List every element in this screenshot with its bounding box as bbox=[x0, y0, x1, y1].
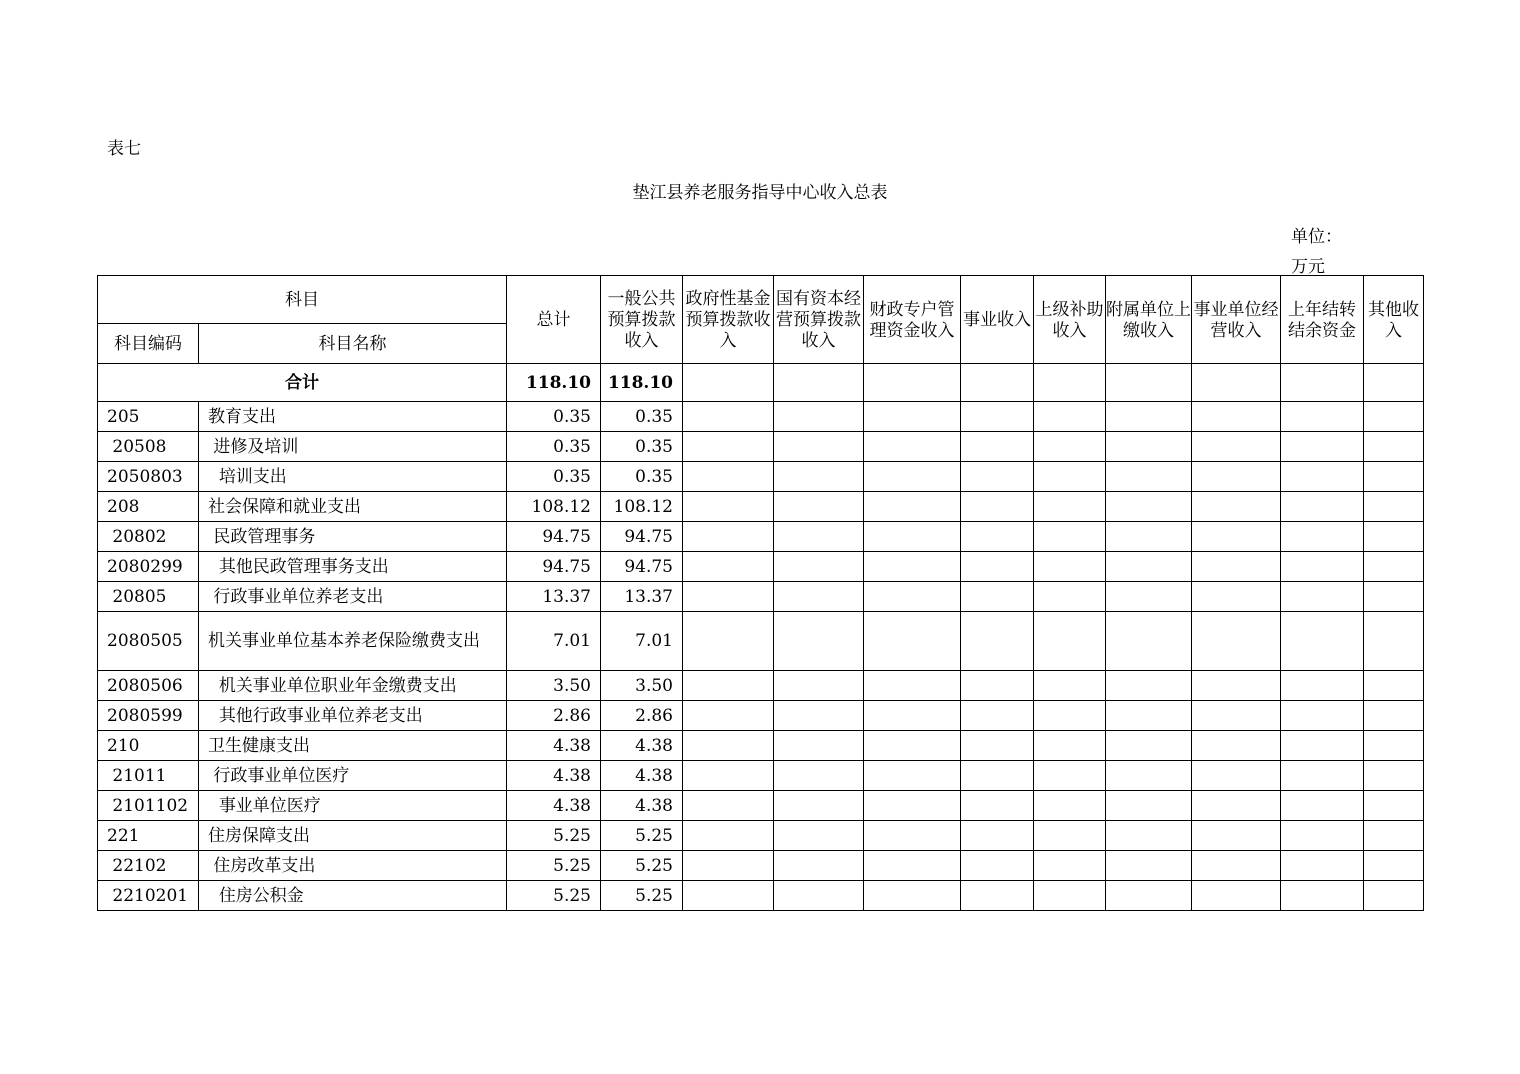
empty-cell bbox=[864, 492, 961, 522]
empty-cell bbox=[1106, 612, 1192, 671]
empty-cell bbox=[774, 402, 864, 432]
empty-cell bbox=[1281, 552, 1364, 582]
header-fiscal-special: 财政专户管理资金收入 bbox=[864, 276, 961, 364]
empty-cell bbox=[1364, 402, 1424, 432]
row-total: 0.35 bbox=[507, 462, 601, 492]
row-code: 2080599 bbox=[98, 701, 199, 731]
empty-cell bbox=[1034, 821, 1106, 851]
row-general-budget: 5.25 bbox=[601, 821, 683, 851]
row-general-budget: 3.50 bbox=[601, 671, 683, 701]
row-general-budget: 13.37 bbox=[601, 582, 683, 612]
empty-cell bbox=[1106, 761, 1192, 791]
empty-cell bbox=[961, 552, 1034, 582]
row-code: 2080506 bbox=[98, 671, 199, 701]
empty-cell bbox=[1364, 582, 1424, 612]
row-name: 社会保障和就业支出 bbox=[199, 492, 507, 522]
row-name: 机关事业单位基本养老保险缴费支出 bbox=[199, 612, 507, 671]
table-row bbox=[98, 821, 1424, 851]
table-row bbox=[98, 791, 1424, 821]
row-general-budget: 5.25 bbox=[601, 851, 683, 881]
empty-cell bbox=[1281, 612, 1364, 671]
empty-cell bbox=[1192, 522, 1281, 552]
row-code: 2050803 bbox=[98, 462, 199, 492]
empty-cell bbox=[1192, 552, 1281, 582]
row-code: 221 bbox=[98, 821, 199, 851]
empty-cell bbox=[1106, 851, 1192, 881]
empty-cell bbox=[683, 881, 774, 911]
empty-cell bbox=[1364, 492, 1424, 522]
empty-cell bbox=[683, 671, 774, 701]
empty-cell bbox=[1192, 881, 1281, 911]
row-name: 卫生健康支出 bbox=[199, 731, 507, 761]
row-general-budget: 94.75 bbox=[601, 552, 683, 582]
empty-cell bbox=[961, 582, 1034, 612]
empty-cell bbox=[1106, 522, 1192, 552]
empty-cell bbox=[1364, 821, 1424, 851]
empty-cell bbox=[774, 791, 864, 821]
row-total: 4.38 bbox=[507, 761, 601, 791]
empty-cell bbox=[1281, 851, 1364, 881]
empty-cell bbox=[864, 582, 961, 612]
table-row bbox=[98, 761, 1424, 791]
empty-cell bbox=[864, 612, 961, 671]
empty-cell bbox=[864, 821, 961, 851]
empty-cell bbox=[1106, 671, 1192, 701]
empty-cell bbox=[961, 402, 1034, 432]
empty-cell bbox=[961, 492, 1034, 522]
empty-cell bbox=[1106, 402, 1192, 432]
empty-cell bbox=[1106, 582, 1192, 612]
row-name: 其他行政事业单位养老支出 bbox=[199, 701, 507, 731]
table-row bbox=[98, 462, 1424, 492]
row-total: 7.01 bbox=[507, 612, 601, 671]
row-code: 20805 bbox=[98, 582, 199, 612]
empty-cell bbox=[774, 612, 864, 671]
table-row bbox=[98, 492, 1424, 522]
empty-cell bbox=[1364, 432, 1424, 462]
empty-cell bbox=[864, 761, 961, 791]
row-name: 其他民政管理事务支出 bbox=[199, 552, 507, 582]
empty-cell bbox=[864, 462, 961, 492]
empty-cell bbox=[1106, 731, 1192, 761]
empty-cell bbox=[774, 552, 864, 582]
row-total: 13.37 bbox=[507, 582, 601, 612]
table-row bbox=[98, 701, 1424, 731]
empty-cell bbox=[864, 731, 961, 761]
empty-cell bbox=[1192, 701, 1281, 731]
empty-cell bbox=[1106, 821, 1192, 851]
row-code: 22102 bbox=[98, 851, 199, 881]
table-row bbox=[98, 671, 1424, 701]
empty-cell bbox=[1364, 701, 1424, 731]
empty-cell bbox=[864, 701, 961, 731]
header-subject: 科目 bbox=[98, 276, 507, 324]
empty-cell bbox=[774, 881, 864, 911]
empty-cell bbox=[1281, 761, 1364, 791]
empty-cell bbox=[961, 731, 1034, 761]
empty-cell bbox=[1192, 851, 1281, 881]
empty-cell bbox=[774, 582, 864, 612]
empty-cell bbox=[683, 492, 774, 522]
summary-general-budget: 118.10 bbox=[601, 364, 683, 402]
empty-cell bbox=[683, 402, 774, 432]
empty-cell bbox=[961, 791, 1034, 821]
row-total: 2.86 bbox=[507, 701, 601, 731]
row-code: 2101102 bbox=[98, 791, 199, 821]
empty-cell bbox=[1106, 492, 1192, 522]
empty-cell bbox=[1106, 881, 1192, 911]
empty-cell bbox=[1281, 522, 1364, 552]
row-code: 2210201 bbox=[98, 881, 199, 911]
row-total: 0.35 bbox=[507, 432, 601, 462]
empty-cell bbox=[1034, 612, 1106, 671]
empty-cell bbox=[1364, 671, 1424, 701]
empty-cell bbox=[683, 612, 774, 671]
table-row bbox=[98, 851, 1424, 881]
row-total: 5.25 bbox=[507, 881, 601, 911]
row-total: 5.25 bbox=[507, 851, 601, 881]
row-total: 108.12 bbox=[507, 492, 601, 522]
empty-cell bbox=[864, 671, 961, 701]
empty-cell bbox=[774, 731, 864, 761]
row-name: 行政事业单位医疗 bbox=[199, 761, 507, 791]
row-code: 2080505 bbox=[98, 612, 199, 671]
empty-cell bbox=[864, 552, 961, 582]
empty-cell bbox=[961, 462, 1034, 492]
empty-cell bbox=[1034, 402, 1106, 432]
empty-cell bbox=[961, 612, 1034, 671]
row-name: 行政事业单位养老支出 bbox=[199, 582, 507, 612]
empty-cell bbox=[1192, 731, 1281, 761]
header-state-capital: 国有资本经营预算拨款收入 bbox=[774, 276, 864, 364]
empty-cell bbox=[1192, 492, 1281, 522]
empty-cell bbox=[774, 462, 864, 492]
row-name: 进修及培训 bbox=[199, 432, 507, 462]
row-name: 住房公积金 bbox=[199, 881, 507, 911]
header-business-operation: 事业单位经营收入 bbox=[1192, 276, 1281, 364]
empty-cell bbox=[1281, 462, 1364, 492]
row-general-budget: 4.38 bbox=[601, 761, 683, 791]
row-code: 2080299 bbox=[98, 552, 199, 582]
row-code: 210 bbox=[98, 731, 199, 761]
row-name: 住房保障支出 bbox=[199, 821, 507, 851]
empty-cell bbox=[774, 701, 864, 731]
empty-cell bbox=[1192, 821, 1281, 851]
empty-cell bbox=[864, 432, 961, 462]
empty-cell bbox=[1192, 402, 1281, 432]
empty-cell bbox=[1364, 612, 1424, 671]
empty-cell bbox=[1364, 791, 1424, 821]
row-general-budget: 4.38 bbox=[601, 791, 683, 821]
empty-cell bbox=[961, 821, 1034, 851]
row-name: 教育支出 bbox=[199, 402, 507, 432]
row-general-budget: 0.35 bbox=[601, 432, 683, 462]
empty-cell bbox=[1281, 731, 1364, 761]
empty-cell bbox=[1364, 522, 1424, 552]
empty-cell bbox=[1034, 462, 1106, 492]
row-total: 3.50 bbox=[507, 671, 601, 701]
empty-cell bbox=[1106, 552, 1192, 582]
row-total: 4.38 bbox=[507, 731, 601, 761]
empty-cell bbox=[1364, 761, 1424, 791]
empty-cell bbox=[1034, 731, 1106, 761]
empty-cell bbox=[683, 851, 774, 881]
empty-cell bbox=[1034, 582, 1106, 612]
empty-cell bbox=[961, 522, 1034, 552]
income-summary-table bbox=[97, 275, 1424, 911]
empty-cell bbox=[774, 851, 864, 881]
empty-cell bbox=[1281, 402, 1364, 432]
table-row bbox=[98, 552, 1424, 582]
row-code: 20802 bbox=[98, 522, 199, 552]
empty-cell bbox=[774, 761, 864, 791]
empty-cell bbox=[961, 761, 1034, 791]
empty-cell bbox=[1034, 671, 1106, 701]
row-total: 4.38 bbox=[507, 791, 601, 821]
header-other-income: 其他收入 bbox=[1364, 276, 1424, 364]
row-general-budget: 5.25 bbox=[601, 881, 683, 911]
empty-cell bbox=[1034, 432, 1106, 462]
empty-cell bbox=[1281, 701, 1364, 731]
empty-cell bbox=[683, 432, 774, 462]
empty-cell bbox=[683, 701, 774, 731]
empty-cell bbox=[683, 582, 774, 612]
row-general-budget: 0.35 bbox=[601, 402, 683, 432]
empty-cell bbox=[864, 851, 961, 881]
empty-cell bbox=[683, 791, 774, 821]
page-title: 垫江县养老服务指导中心收入总表 bbox=[632, 183, 888, 203]
header-business-income: 事业收入 bbox=[961, 276, 1034, 364]
empty-cell bbox=[1106, 432, 1192, 462]
header-carryover: 上年结转结余资金 bbox=[1281, 276, 1364, 364]
empty-cell bbox=[1034, 791, 1106, 821]
row-code: 208 bbox=[98, 492, 199, 522]
header-code: 科目编码 bbox=[98, 324, 199, 364]
header-gov-fund: 政府性基金预算拨款收入 bbox=[683, 276, 774, 364]
empty-cell bbox=[1192, 582, 1281, 612]
table-row bbox=[98, 731, 1424, 761]
summary-total: 118.10 bbox=[507, 364, 601, 402]
row-total: 94.75 bbox=[507, 552, 601, 582]
empty-cell bbox=[1281, 821, 1364, 851]
empty-cell bbox=[1364, 462, 1424, 492]
empty-cell bbox=[864, 791, 961, 821]
header-name: 科目名称 bbox=[199, 324, 507, 364]
header-total: 总计 bbox=[507, 276, 601, 364]
empty-cell bbox=[961, 881, 1034, 911]
empty-cell bbox=[1034, 701, 1106, 731]
row-general-budget: 94.75 bbox=[601, 522, 683, 552]
empty-cell bbox=[864, 522, 961, 552]
empty-cell bbox=[1192, 462, 1281, 492]
empty-cell bbox=[774, 492, 864, 522]
row-general-budget: 108.12 bbox=[601, 492, 683, 522]
table-row bbox=[98, 522, 1424, 552]
summary-row bbox=[98, 364, 1424, 402]
empty-cell bbox=[1281, 432, 1364, 462]
row-total: 94.75 bbox=[507, 522, 601, 552]
empty-cell bbox=[1281, 791, 1364, 821]
empty-cell bbox=[774, 522, 864, 552]
empty-cell bbox=[683, 761, 774, 791]
empty-cell bbox=[1034, 851, 1106, 881]
empty-cell bbox=[961, 671, 1034, 701]
empty-cell bbox=[683, 821, 774, 851]
header-affiliate-income: 附属单位上缴收入 bbox=[1106, 276, 1192, 364]
empty-cell bbox=[1034, 522, 1106, 552]
unit-label: 单位：万元 bbox=[1291, 227, 1342, 277]
empty-cell bbox=[683, 522, 774, 552]
row-code: 205 bbox=[98, 402, 199, 432]
empty-cell bbox=[961, 851, 1034, 881]
row-total: 5.25 bbox=[507, 821, 601, 851]
empty-cell bbox=[1281, 671, 1364, 701]
empty-cell bbox=[1364, 851, 1424, 881]
table-number-label: 表七 bbox=[107, 139, 141, 159]
empty-cell bbox=[1106, 791, 1192, 821]
empty-cell bbox=[1192, 761, 1281, 791]
empty-cell bbox=[1192, 791, 1281, 821]
empty-cell bbox=[961, 701, 1034, 731]
empty-cell bbox=[683, 462, 774, 492]
empty-cell bbox=[1364, 731, 1424, 761]
empty-cell bbox=[1034, 881, 1106, 911]
row-name: 培训支出 bbox=[199, 462, 507, 492]
empty-cell bbox=[683, 552, 774, 582]
empty-cell bbox=[1281, 881, 1364, 911]
table-row bbox=[98, 402, 1424, 432]
row-name: 事业单位医疗 bbox=[199, 791, 507, 821]
summary-label: 合计 bbox=[98, 364, 507, 402]
header-superior-subsidy: 上级补助收入 bbox=[1034, 276, 1106, 364]
row-general-budget: 0.35 bbox=[601, 462, 683, 492]
empty-cell bbox=[1192, 432, 1281, 462]
row-total: 0.35 bbox=[507, 402, 601, 432]
empty-cell bbox=[864, 881, 961, 911]
row-name: 住房改革支出 bbox=[199, 851, 507, 881]
row-name: 民政管理事务 bbox=[199, 522, 507, 552]
empty-cell bbox=[864, 402, 961, 432]
empty-cell bbox=[774, 821, 864, 851]
row-code: 21011 bbox=[98, 761, 199, 791]
empty-cell bbox=[774, 671, 864, 701]
empty-cell bbox=[683, 731, 774, 761]
row-name: 机关事业单位职业年金缴费支出 bbox=[199, 671, 507, 701]
row-code: 20508 bbox=[98, 432, 199, 462]
empty-cell bbox=[1106, 462, 1192, 492]
empty-cell bbox=[1034, 552, 1106, 582]
row-general-budget: 2.86 bbox=[601, 701, 683, 731]
table-row bbox=[98, 582, 1424, 612]
empty-cell bbox=[1034, 492, 1106, 522]
table-row bbox=[98, 432, 1424, 462]
row-general-budget: 4.38 bbox=[601, 731, 683, 761]
header-general-budget: 一般公共预算拨款收入 bbox=[601, 276, 683, 364]
empty-cell bbox=[1364, 552, 1424, 582]
empty-cell bbox=[1034, 761, 1106, 791]
empty-cell bbox=[1364, 881, 1424, 911]
empty-cell bbox=[1281, 582, 1364, 612]
empty-cell bbox=[961, 432, 1034, 462]
empty-cell bbox=[1192, 612, 1281, 671]
empty-cell bbox=[1281, 492, 1364, 522]
table-row bbox=[98, 612, 1424, 671]
table-row bbox=[98, 881, 1424, 911]
row-general-budget: 7.01 bbox=[601, 612, 683, 671]
empty-cell bbox=[1192, 671, 1281, 701]
empty-cell bbox=[774, 432, 864, 462]
empty-cell bbox=[1106, 701, 1192, 731]
